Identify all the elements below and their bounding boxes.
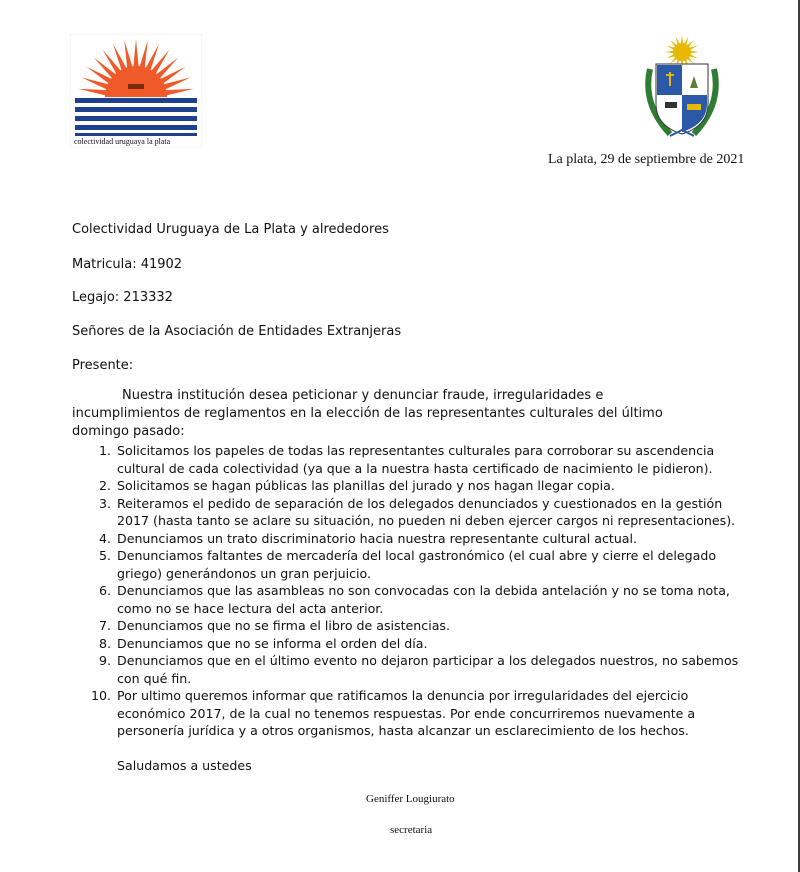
list-item-number: 9. (98, 653, 111, 668)
list-item-text: Denunciamos que en el último evento no dejaron participar a los delegados nuestros, no sabemos con qué fin. (117, 653, 739, 686)
list-item (90, 687, 757, 740)
legajo-line: Legajo: 213332 (72, 290, 173, 305)
list-item-text: Denunciamos que no se firma el libro de asistencias. (117, 618, 450, 633)
list-item-number: 1. (98, 443, 111, 458)
letter-date: La plata, 29 de septiembre de 2021 (548, 152, 745, 167)
list-item-text: Reiteramos el pedido de separación de los delegados denunciados y cuestionados en la gestión 2017 (hasta tanto se aclare su situación, no pueden ni deben ejercer cargos ni representaciones). (117, 495, 736, 528)
list-item-number: 2. (98, 478, 111, 493)
list-item-text: Solicitamos los papeles de todas las representantes culturales para corroborar su ascendencia cultural de cada colectividad (ya que a la nuestra hasta certificado de nacimiento le pidieron). (117, 443, 715, 476)
list-item-text: Denunciamos faltantes de mercadería del local gastronómico (el cual abre y cierre el delegado griego) generándonos un gran perjuicio. (117, 548, 717, 581)
list-item-number: 4. (98, 530, 111, 546)
complaints-list (90, 442, 757, 740)
signer-role: secretaria (390, 824, 433, 836)
list-item (98, 477, 757, 495)
list-item-number: 8. (98, 635, 111, 651)
greeting-line: Presente: (72, 358, 134, 373)
list-item-number: 3. (98, 495, 111, 511)
signer-name: Geniffer Lougiurato (366, 793, 455, 805)
list-item-number: 5. (98, 548, 111, 563)
list-item-text: Solicitamos se hagan públicas las planillas del jurado y nos hagan llegar copia. (117, 478, 615, 493)
list-item (98, 495, 757, 530)
coat-of-arms-icon (640, 34, 724, 144)
list-item-text: Denunciamos que no se informa el orden del día. (117, 635, 428, 651)
list-item-number: 6. (98, 583, 111, 598)
list-item (98, 635, 757, 653)
matricula-line: Matricula: 41902 (72, 257, 183, 272)
list-item (98, 442, 757, 477)
logo-caption: colectividad uruguaya la plata (74, 137, 171, 146)
recipient-line: Señores de la Asociación de Entidades Extranjeras (72, 324, 402, 339)
list-item (98, 547, 757, 582)
organization-name: Colectividad Uruguaya de La Plata y alrededores (72, 222, 389, 237)
closing-line: Saludamos a ustedes (117, 758, 252, 773)
list-item (98, 530, 757, 548)
list-item (98, 652, 757, 687)
list-item-text: Denunciamos un trato discriminatorio hacia nuestra representante cultural actual. (117, 530, 638, 546)
intro-paragraph: Nuestra institución desea peticionar y denunciar fraude, irregularidades e incumplimientos de reglamentos en la elección de las representantes culturales del último domingo pasado: (72, 388, 663, 439)
list-item-text: Por ultimo queremos informar que ratificamos la denuncia por irregularidades del ejercicio económico 2017, de la cual no tenemos respuestas. Por ende concurriremos nuevamente a personería jurídica y a otros organismos, hasta alcanzar un esclarecimiento de los hechos. (117, 688, 696, 738)
list-item-number: 10. (90, 688, 111, 703)
list-item-number: 7. (98, 618, 111, 633)
colectividad-logo (70, 34, 202, 148)
list-item-text: Denunciamos que las asambleas no son convocadas con la debida antelación y no se toma nota, como no se hace lectura del acta anterior. (117, 583, 730, 616)
list-item (98, 617, 757, 635)
list-item (98, 582, 757, 617)
